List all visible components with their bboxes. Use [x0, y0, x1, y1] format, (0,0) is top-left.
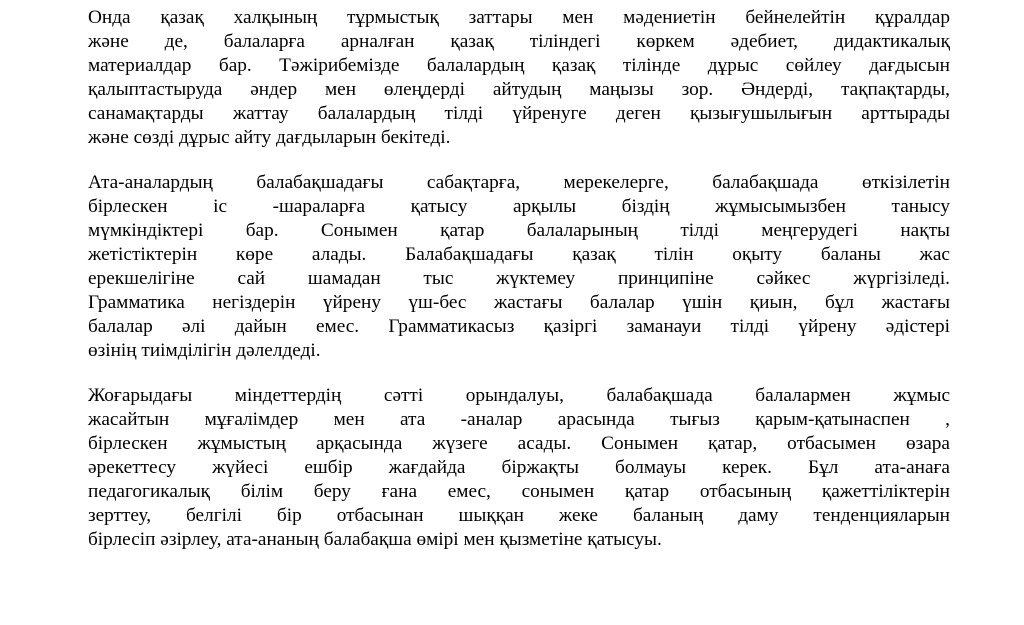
- text-line: санамақтарды жаттау балалардың тілді үйренуге деген қызығушылығын арттырады: [88, 103, 950, 124]
- text-line: және сөзді дұрыс айту дағдыларын бекітеді.: [88, 127, 451, 148]
- text-line: жетістіктерін көре алады. Балабақшадағы қазақ тілін оқыту баланы жас: [88, 244, 950, 265]
- text-line: және де, балаларға арналған қазақ тіліндегі көркем әдебиет, дидактикалық: [88, 31, 950, 52]
- text-line: зерттеу, белгілі бір отбасынан шыққан жеке баланың даму тенденцияларын: [88, 505, 950, 526]
- text-line: Онда қазақ халқының тұрмыстық заттары мен мәдениетін бейнелейтін құралдар: [88, 7, 950, 28]
- text-line: педагогикалық білім беру ғана емес, сонымен қатар отбасының қажеттіліктерін: [88, 481, 950, 502]
- text-line: Грамматика негіздерін үйрену үш-бес жастағы балалар үшін қиын, бұл жастағы: [88, 292, 950, 313]
- text-line: ерекшелігіне сай шамадан тыс жүктемеу принципіне сәйкес жүргізіледі.: [88, 268, 950, 289]
- paragraph-2: [88, 171, 950, 363]
- text-line: бірлескен жұмыстың арқасында жүзеге асады. Сонымен қатар, отбасымен өзара: [88, 433, 950, 454]
- paragraph-3: [88, 384, 950, 552]
- text-line: Ата-аналардың балабақшадағы сабақтарға, мерекелерге, балабақшада өткізілетін: [88, 172, 950, 193]
- text-line: әрекеттесу жүйесі ешбір жағдайда біржақты болмауы керек. Бұл ата-анаға: [88, 457, 950, 478]
- text-line: материалдар бар. Тәжірибемізде балалардың қазақ тілінде дұрыс сөйлеу дағдысын: [88, 55, 950, 76]
- text-line: мүмкіндіктері бар. Сонымен қатар балаларының тілді меңгерудегі нақты: [88, 220, 950, 241]
- text-line: балалар әлі дайын емес. Грамматикасыз қазіргі заманауи тілді үйрену әдістері: [88, 316, 950, 337]
- text-line: Жоғарыдағы міндеттердің сәтті орындалуы, балабақшада балалармен жұмыс: [88, 385, 950, 406]
- paragraph-1: [88, 6, 950, 150]
- text-line: жасайтын мұғалімдер мен ата -аналар арасында тығыз қарым-қатынаспен ,: [88, 409, 950, 430]
- text-line: бірлескен іс -шараларға қатысу арқылы біздің жұмысымызбен танысу: [88, 196, 950, 217]
- text-line: бірлесіп әзірлеу, ата-ананың балабақша өмірі мен қызметіне қатысуы.: [88, 529, 662, 550]
- text-line: өзінің тиімділігін дәлелдеді.: [88, 340, 321, 361]
- text-line: қалыптастыруда әндер мен өлеңдерді айтудың маңызы зор. Әндерді, тақпақтарды,: [88, 79, 950, 100]
- document-body: [88, 6, 950, 552]
